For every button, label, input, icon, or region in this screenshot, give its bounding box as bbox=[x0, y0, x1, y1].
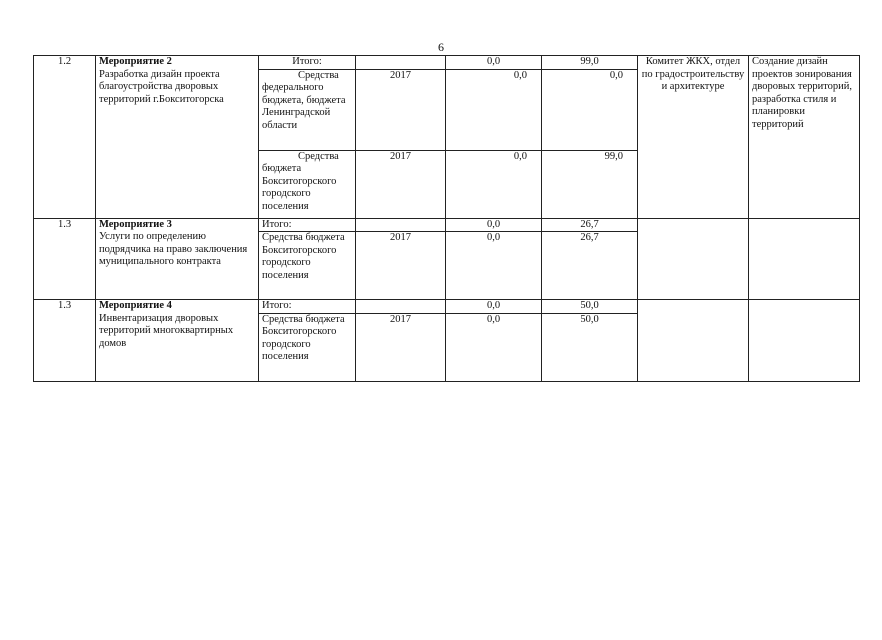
total-value-1: 0,0 bbox=[446, 218, 542, 232]
activity-cell bbox=[96, 218, 259, 300]
funding-source: Средства бюджета Бокситогорского городского поселения bbox=[259, 150, 356, 218]
funding-value-2: 26,7 bbox=[542, 232, 638, 300]
total-year bbox=[356, 218, 446, 232]
funding-value-1: 0,0 bbox=[446, 69, 542, 150]
total-value-1: 0,0 bbox=[446, 56, 542, 70]
activity-title: Мероприятие 3 bbox=[99, 218, 172, 230]
activity-description: Инвентаризация дворовых территорий многоквартирных домов bbox=[99, 312, 234, 349]
funding-source: Средства бюджета Бокситогорского городского поселения bbox=[259, 313, 356, 381]
funding-year: 2017 bbox=[356, 150, 446, 218]
funding-year: 2017 bbox=[356, 313, 446, 381]
activity-title: Мероприятие 2 bbox=[99, 56, 172, 67]
funding-value-2: 99,0 bbox=[542, 150, 638, 218]
table-row bbox=[34, 56, 860, 70]
total-value-2: 26,7 bbox=[542, 218, 638, 232]
expected-result bbox=[749, 218, 860, 300]
responsible-executor bbox=[638, 300, 749, 382]
funding-year: 2017 bbox=[356, 232, 446, 300]
page-number: 6 bbox=[438, 40, 444, 54]
row-number: 1.3 bbox=[34, 300, 96, 382]
funding-value-1: 0,0 bbox=[446, 150, 542, 218]
program-table bbox=[33, 55, 860, 382]
funding-source: Средства федерального бюджета, бюджета Ленинградской области bbox=[259, 69, 356, 150]
funding-year: 2017 bbox=[356, 69, 446, 150]
expected-result: Создание дизайн проектов зонирования дворовых территорий, разработка стиля и планировки территорий bbox=[749, 56, 860, 219]
total-year bbox=[356, 300, 446, 314]
activity-title: Мероприятие 4 bbox=[99, 300, 172, 311]
row-number: 1.2 bbox=[34, 56, 96, 219]
funding-value-2: 0,0 bbox=[542, 69, 638, 150]
responsible-executor bbox=[638, 218, 749, 300]
responsible-executor: Комитет ЖКХ, отдел по градостроительству и архитектуре bbox=[638, 56, 749, 219]
total-label: Итого: bbox=[259, 56, 356, 70]
funding-value-1: 0,0 bbox=[446, 313, 542, 381]
activity-description: Услуги по определению подрядчика на право заключения муниципального контракта bbox=[99, 231, 248, 267]
funding-source: Средства бюджета Бокситогорского городского поселения bbox=[259, 232, 356, 300]
activity-cell bbox=[96, 300, 259, 382]
total-value-1: 0,0 bbox=[446, 300, 542, 314]
table-row bbox=[34, 300, 860, 314]
total-year bbox=[356, 56, 446, 70]
funding-value-2: 50,0 bbox=[542, 313, 638, 381]
total-label: Итого: bbox=[259, 300, 356, 314]
total-value-2: 50,0 bbox=[542, 300, 638, 314]
activity-description: Разработка дизайн проекта благоустройства дворовых территорий г.Бокситогорска bbox=[99, 68, 224, 105]
activity-cell bbox=[96, 56, 259, 219]
row-number: 1.3 bbox=[34, 218, 96, 300]
table-row bbox=[34, 218, 860, 232]
total-value-2: 99,0 bbox=[542, 56, 638, 70]
expected-result bbox=[749, 300, 860, 382]
total-label: Итого: bbox=[259, 218, 356, 232]
funding-value-1: 0,0 bbox=[446, 232, 542, 300]
